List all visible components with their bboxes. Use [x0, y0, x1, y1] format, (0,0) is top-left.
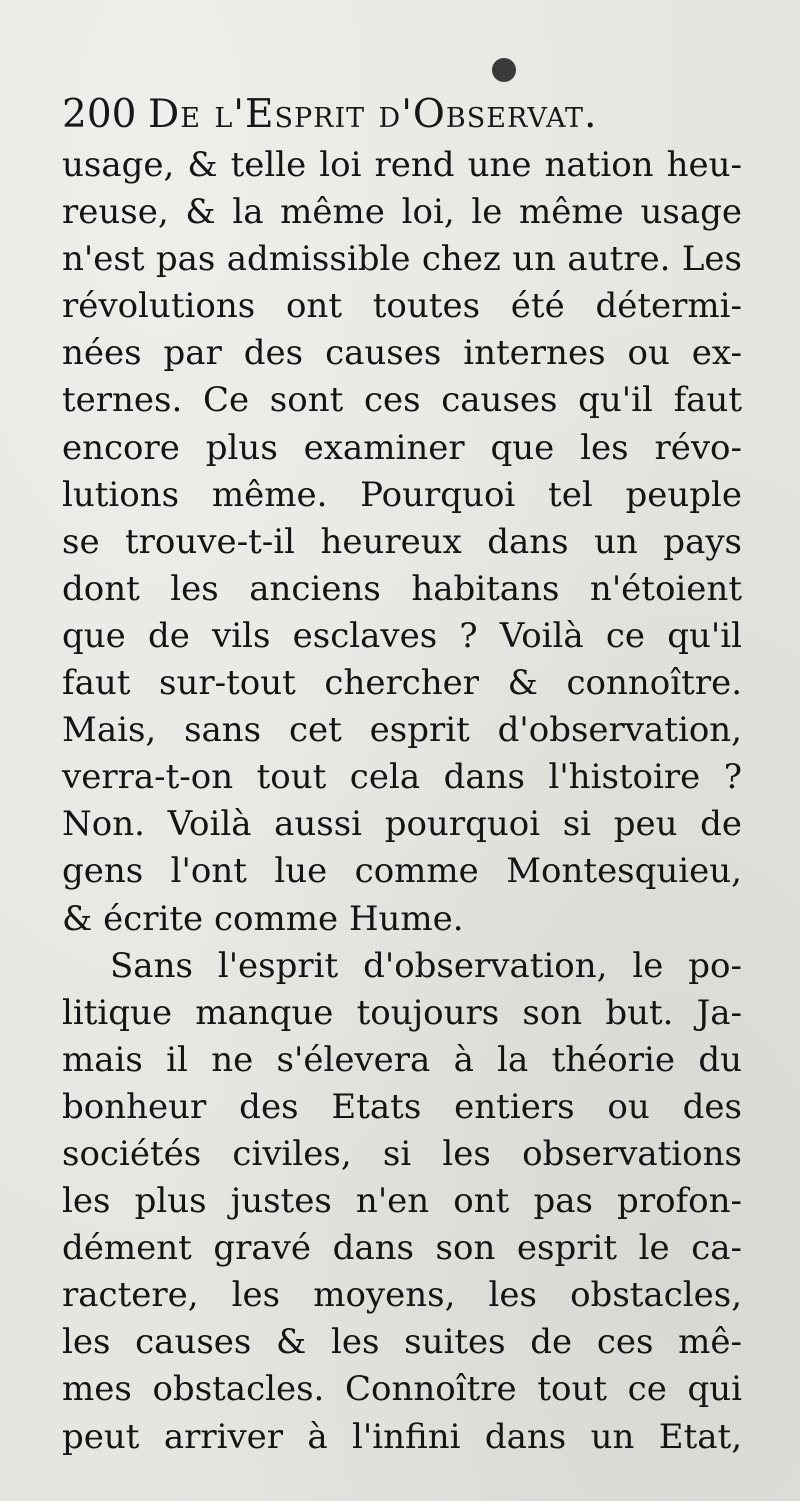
- text-line: sociétés civiles, si les observations: [62, 1133, 742, 1174]
- text-line: se trouve-t-il heureux dans un pays: [62, 521, 742, 562]
- text-line: nées par des causes internes ou ex-: [62, 333, 742, 374]
- text-line: mais il ne s'élevera à la théorie du: [62, 1039, 742, 1080]
- text-line: mes obstacles. Connoître tout ce qui: [62, 1369, 742, 1410]
- text-line: Mais, sans cet esprit d'observation,: [62, 710, 742, 751]
- text-line: Sans l'esprit d'observation, le po-: [110, 945, 742, 986]
- ink-spot: [492, 58, 516, 82]
- text-line: ternes. Ce sont ces causes qu'il faut: [62, 380, 742, 421]
- text-line: n'est pas admissible chez un autre. Les: [62, 239, 742, 280]
- text-line: les causes & les suites de ces mê-: [62, 1322, 742, 1363]
- text-line: ractere, les moyens, les obstacles,: [62, 1275, 742, 1316]
- text-line: usage, & telle loi rend une nation heu-: [62, 145, 742, 185]
- text-line: faut sur-tout chercher & connoître.: [62, 663, 742, 704]
- text-line: gens l'ont lue comme Montesquieu,: [62, 851, 742, 892]
- body-text: [62, 142, 742, 1461]
- text-line: lutions même. Pourquoi tel peuple: [62, 474, 742, 515]
- text-line: dément gravé dans son esprit le ca-: [62, 1228, 742, 1269]
- running-title: De l'Esprit d'Observat.: [148, 92, 598, 137]
- text-line: les plus justes n'en ont pas profon-: [62, 1181, 742, 1222]
- text-line: peut arriver à l'infini dans un Etat,: [62, 1416, 742, 1457]
- page-number: 200: [62, 92, 137, 137]
- text-line: litique manque toujours son but. Ja-: [62, 992, 742, 1033]
- text-line: que de vils esclaves ? Voilà ce qu'il: [62, 615, 742, 656]
- text-line: bonheur des Etats entiers ou des: [62, 1086, 742, 1127]
- text-line: & écrite comme Hume.: [62, 898, 464, 939]
- text-line: dont les anciens habitans n'étoient: [62, 568, 742, 609]
- text-line: révolutions ont toutes été détermi-: [62, 286, 742, 327]
- text-line: verra-t-on tout cela dans l'histoire ?: [62, 757, 742, 798]
- text-line: encore plus examiner que les révo-: [62, 427, 742, 468]
- text-line: reuse, & la même loi, le même usage: [62, 192, 742, 233]
- running-header: [62, 92, 752, 142]
- text-line: Non. Voilà aussi pourquoi si peu de: [62, 804, 742, 845]
